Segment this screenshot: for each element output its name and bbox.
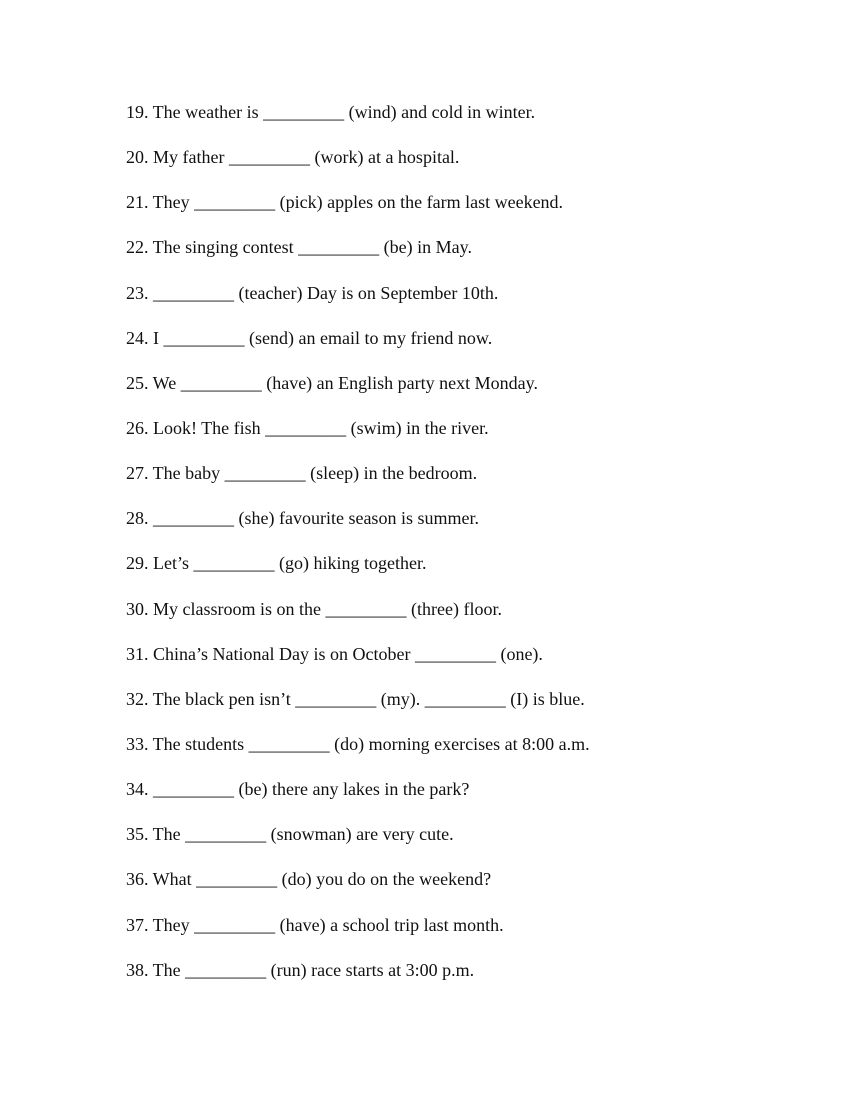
exercise-item-20: 20. My father _________ (work) at a hospital. — [126, 147, 460, 168]
exercise-item-37: 37. They _________ (have) a school trip last month. — [126, 914, 504, 935]
exercise-item-30: 30. My classroom is on the _________ (three) floor. — [126, 598, 502, 619]
exercise-item-24: 24. I _________ (send) an email to my friend now. — [126, 327, 493, 348]
exercise-item-32: 32. The black pen isn’t _________ (my). _________ (I) is blue. — [126, 688, 585, 709]
exercise-item-36: 36. What _________ (do) you do on the weekend? — [126, 869, 492, 890]
exercise-item-26: 26. Look! The fish _________ (swim) in the river. — [126, 417, 489, 438]
exercise-item-28: 28. _________ (she) favourite season is summer. — [126, 508, 479, 529]
exercise-item-29: 29. Let’s _________ (go) hiking together. — [126, 553, 427, 574]
exercise-item-22: 22. The singing contest _________ (be) in May. — [126, 237, 472, 258]
exercise-item-25: 25. We _________ (have) an English party next Monday. — [126, 372, 538, 393]
exercise-item-23: 23. _________ (teacher) Day is on September 10th. — [126, 282, 499, 303]
exercise-item-31: 31. China’s National Day is on October _________ (one). — [126, 643, 543, 664]
exercise-item-38: 38. The _________ (run) race starts at 3:00 p.m. — [126, 959, 475, 980]
exercise-item-35: 35. The _________ (snowman) are very cute. — [126, 824, 454, 845]
exercise-list — [126, 101, 590, 1004]
exercise-item-19: 19. The weather is _________ (wind) and cold in winter. — [126, 102, 536, 122]
exercise-item-33: 33. The students _________ (do) morning exercises at 8:00 a.m. — [126, 733, 590, 754]
exercise-item-27: 27. The baby _________ (sleep) in the bedroom. — [126, 463, 478, 484]
exercise-item-21: 21. They _________ (pick) apples on the farm last weekend. — [126, 192, 564, 213]
exercise-item-34: 34. _________ (be) there any lakes in the park? — [126, 779, 470, 800]
